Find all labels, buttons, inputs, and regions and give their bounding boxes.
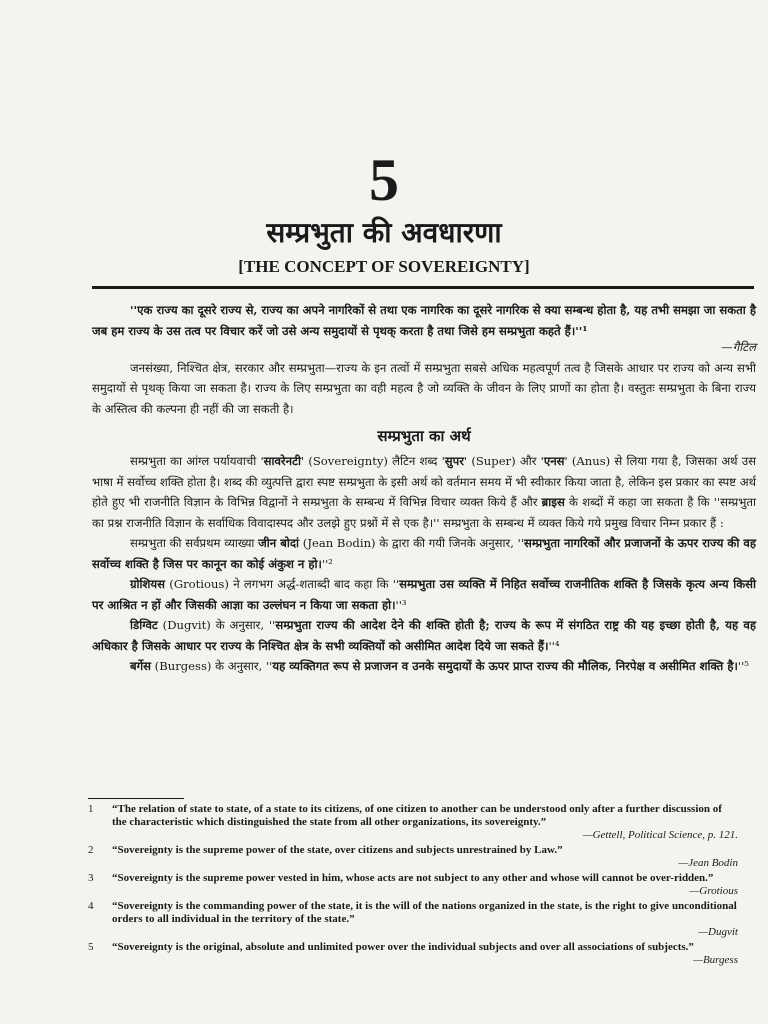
- footnote-source: —Burgess: [693, 954, 738, 966]
- chapter-body: [92, 300, 756, 677]
- section-heading-meaning: सम्प्रभुता का अर्थ: [377, 427, 471, 445]
- term-super: सुपर: [444, 454, 464, 468]
- text-span: ' (Sovereignty) लैटिन शब्द ': [300, 454, 445, 468]
- text-span: ''⁵: [737, 659, 749, 673]
- burgess-definition: यह व्यक्तिगत रूप से प्रजाजन व उनके समुदायों के ऊपर प्राप्त राज्य की मौलिक, निरपेक्ष व असीमित शक्ति है।: [272, 659, 738, 673]
- footnote-item: [88, 844, 738, 870]
- text-span: (Burgess) के अनुसार, '': [151, 659, 273, 673]
- author-duguit: डिग्विट: [130, 618, 158, 632]
- intro-attribution: —गैटिल: [721, 340, 756, 354]
- author-bodin: जीन बोदां: [258, 536, 300, 550]
- text-span: (Grotious) ने लगभग अर्द्ध-शताब्दी बाद कहा कि '': [165, 577, 400, 591]
- footnote-number: 4: [88, 900, 94, 912]
- footnote-text: “Sovereignty is the supreme power vested in him, whose acts are not subject to any other and whose will cannot be over-ridden.”: [112, 872, 714, 884]
- footnote-divider: [88, 798, 184, 799]
- footnote-item: [88, 872, 738, 898]
- text-span: ''³: [395, 597, 407, 612]
- footnote-text: “Sovereignty is the original, absolute and unlimited power over the individual subjects and over all associations of subjects.”: [112, 941, 694, 953]
- footnote-text: “The relation of state to state, of a state to its citizens, of one citizen to another can be understood only after a further discussion of the characteristic which distinguished the state from all other organizations, its sovereignty.”: [112, 803, 722, 828]
- footnote-text: “Sovereignty is the supreme power of the state, over citizens and subjects unrestrained by Law.”: [112, 844, 563, 856]
- term-sovereignty: सावरेनटी: [263, 454, 301, 468]
- footnote-body: [112, 803, 738, 842]
- author-burgess: बर्गेस: [130, 659, 151, 673]
- paragraph-burgess: [92, 656, 756, 677]
- text-span: के शब्दों में कहा जा सकता है कि ''सम्प्रभुता का प्रश्न राजनीति विज्ञान के सर्वाधिक विवादास्पद और उलझे हुए प्रश्नों में से एक है।'' सम्प्रभुता के सम्बन्ध में व्यक्त किये गये प्रमुख विचार निम्न प्रकार हैं :: [92, 495, 757, 530]
- footnote-source: —Gettell, Political Science, p. 121.: [582, 829, 738, 841]
- footnote-body: [112, 941, 738, 967]
- text-span: ''²: [321, 556, 333, 571]
- footnote-number: 3: [88, 872, 94, 884]
- footnote-source: —Grotious: [689, 885, 738, 897]
- duguit-definition: सम्प्रभुता राज्य की आदेश देने की शक्ति होती है; राज्य के रूप में संगठित राष्ट्र की यह इच्छा होती है, यह वह अधिकार है जिसके आधार पर राज्य के निश्चित क्षेत्र के सभी व्यक्तियों को असीमित आदेश दिये जा सकते हैं।: [92, 618, 756, 653]
- footnote-number: 1: [88, 803, 94, 815]
- footnote-item: [88, 941, 738, 967]
- paragraph-duguit: [92, 615, 756, 656]
- text-span: ''⁴: [548, 638, 560, 653]
- title-divider: [92, 286, 754, 289]
- footnote-item: [88, 900, 738, 939]
- text-span: ' (Anus) से लिया गया है, जिसका अर्थ उस भाषा में सर्वोच्च शक्ति होता है। शब्द की व्युत्पत्ति द्वारा स्पष्ट सम्प्रभुता के इसी अर्थ को वर्तमान समय में भी स्वीकार किया जाता है, लेकिन इस प्रकार का स्पष्ट अर्थ होते हुए भी राजनीति विज्ञान के विभिन्न विद्वानों ने सम्प्रभुता के सम्बन्ध में विभिन्न विचार व्यक्त किये हैं और: [92, 454, 756, 509]
- text-span: सम्प्रभुता की सर्वप्रथम व्याख्या: [130, 536, 259, 550]
- paragraph-elements-of-state: जनसंख्या, निश्चित क्षेत्र, सरकार और सम्प्रभुता—राज्य के इन तत्वों में सम्प्रभुता सबसे अधिक महत्वपूर्ण तत्व है जिसके आधार पर राज्य को अन्य सभी समुदायों से पृथक् किया जा सकता है। राज्य के लिए सम्प्रभुता का वही महत्व है जो व्यक्ति के जीवन के लिए प्राणों का होता है। वस्तुतः सम्प्रभुता के बिना राज्य के अस्तित्व की कल्पना ही नहीं की जा सकती है।: [92, 360, 757, 416]
- text-span: (Dugvit) के अनुसार, '': [157, 618, 276, 632]
- chapter-subtitle: [THE CONCEPT OF SOVEREIGNTY]: [238, 257, 530, 276]
- footnote-source: —Dugvit: [698, 926, 738, 938]
- grotius-definition: सम्प्रभुता उस व्यक्ति में निहित सर्वोच्च राजनीतिक शक्ति है जिसके कृत्य अन्य किसी पर आश्रित न हों और जिसकी आज्ञा का उल्लंघन न किया जा सकता हो।: [92, 577, 756, 612]
- footnote-number: 2: [88, 844, 94, 856]
- bodin-definition: सम्प्रभुता नागरिकों और प्रजाजनों के ऊपर राज्य की वह सर्वोच्च शक्ति है जिस पर कानून का कोई अंकुश न हो।: [92, 536, 757, 571]
- chapter-number: 5: [369, 147, 399, 213]
- paragraph-grotius: [92, 574, 756, 615]
- paragraph-etymology: [92, 451, 756, 533]
- footnote-source: —Jean Bodin: [678, 857, 738, 869]
- text-span: (Jean Bodin) के द्वारा की गयी जिनके अनुसार, '': [299, 536, 525, 550]
- term-anus: एनस: [543, 454, 565, 468]
- author-bryce: ब्राइस: [541, 495, 565, 509]
- footnote-body: [112, 872, 738, 898]
- text-span: सम्प्रभुता का आंग्ल पर्यायवाची ': [130, 454, 264, 468]
- author-grotius: ग्रोशियस: [130, 577, 165, 591]
- text-span: ' (Super) और ': [463, 454, 544, 468]
- footnote-item: [88, 803, 738, 842]
- paragraph-bodin: [92, 533, 756, 574]
- footnote-body: [112, 900, 738, 939]
- intro-quote: ''एक राज्य का दूसरे राज्य से, राज्य का अपने नागरिकों से तथा एक नागरिक का दूसरे नागरिक से क्या सम्बन्ध होता है, यह तभी समझा जा सकता है जब हम राज्य के उस तत्व पर विचार करें जो उसे अन्य समुदायों से पृथक् करता है तथा जिसे हम सम्प्रभुता कहते हैं।''¹: [92, 303, 756, 338]
- footnote-body: [112, 844, 738, 870]
- footnote-number: 5: [88, 941, 94, 953]
- footnote-text: “Sovereignty is the commanding power of the state, it is the will of the nations organized in the state, is the right to give unconditional orders to all individual in the territory of the state.”: [112, 900, 737, 925]
- chapter-title: सम्प्रभुता की अवधारणा: [266, 216, 502, 249]
- footnotes: [88, 798, 738, 969]
